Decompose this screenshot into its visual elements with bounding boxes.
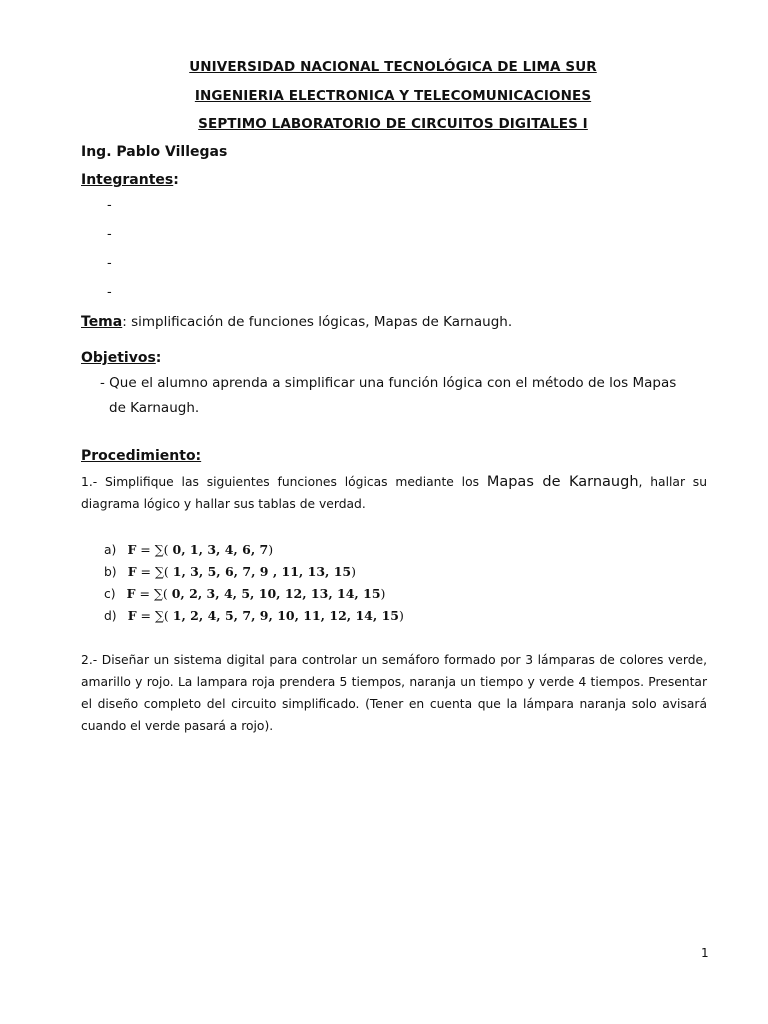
university-heading: UNIVERSIDAD NACIONAL TECNOLÓGICA DE LIMA SUR: [189, 59, 597, 75]
function-item: [104, 539, 273, 558]
member-item: -: [107, 256, 112, 271]
function-item: [104, 605, 404, 624]
function-letter: a): [104, 543, 117, 557]
objectives-colon: :: [155, 350, 162, 366]
member-item: -: [107, 198, 112, 213]
function-letter: b): [104, 565, 117, 579]
professor-name: Ing. Pablo Villegas: [81, 144, 228, 160]
topic-text: : simplificación de funciones lógicas, Mapas de Karnaugh.: [122, 314, 513, 330]
member-item: -: [107, 285, 112, 300]
function-letter: d): [104, 609, 117, 623]
objectives-label: Objetivos: [81, 350, 156, 366]
members-label: Integrantes: [81, 172, 174, 188]
page-number: 1: [701, 946, 709, 960]
objective-line-1: - Que el alumno aprenda a simplificar una función lógica con el método de los Mapas: [100, 375, 677, 391]
member-item: -: [107, 227, 112, 242]
function-item: [104, 561, 356, 580]
topic-label: Tema: [81, 314, 123, 330]
function-expression: F = ∑( 1, 3, 5, 6, 7, 9 , 11, 13, 15): [127, 564, 357, 579]
p1-emphasis: Mapas de Karnaugh: [486, 474, 639, 490]
topic-line: [81, 314, 512, 330]
function-expression: F = ∑( 0, 1, 3, 4, 6, 7): [127, 542, 274, 557]
procedure-paragraph-2: 2.- Diseñar un sistema digital para controlar un semáforo formado por 3 lámparas de colores verde, amarillo y rojo. La lampara roja prendera 5 tiempos, naranja un tiempo y verde 4 tiempos. Presentar el diseño completo del circuito simplificado. (Tener en cuenta que la lámpara naranja solo avisará cuando el verde pasará a rojo).: [81, 653, 707, 733]
function-item: [104, 583, 385, 602]
function-expression: F = ∑( 1, 2, 4, 5, 7, 9, 10, 11, 12, 14, 15): [127, 608, 404, 623]
lab-heading: SEPTIMO LABORATORIO DE CIRCUITOS DIGITALES I: [198, 116, 588, 132]
faculty-heading: INGENIERIA ELECTRONICA Y TELECOMUNICACIONES: [194, 88, 592, 104]
members-heading: [81, 172, 179, 188]
function-letter: c): [104, 587, 116, 601]
p1-start: 1.- Simplifique las siguientes funciones lógicas mediante los: [81, 475, 487, 489]
p1-end: , hallar su diagrama lógico y hallar sus tablas de verdad.: [81, 475, 708, 511]
procedure-heading: Procedimiento:: [81, 448, 202, 464]
function-expression: F = ∑( 0, 2, 3, 4, 5, 10, 12, 13, 14, 15): [126, 586, 386, 601]
objective-line-2: de Karnaugh.: [109, 400, 200, 416]
procedure-paragraph-1: [81, 471, 707, 515]
members-colon: :: [173, 172, 179, 188]
objectives-heading: [81, 350, 161, 366]
